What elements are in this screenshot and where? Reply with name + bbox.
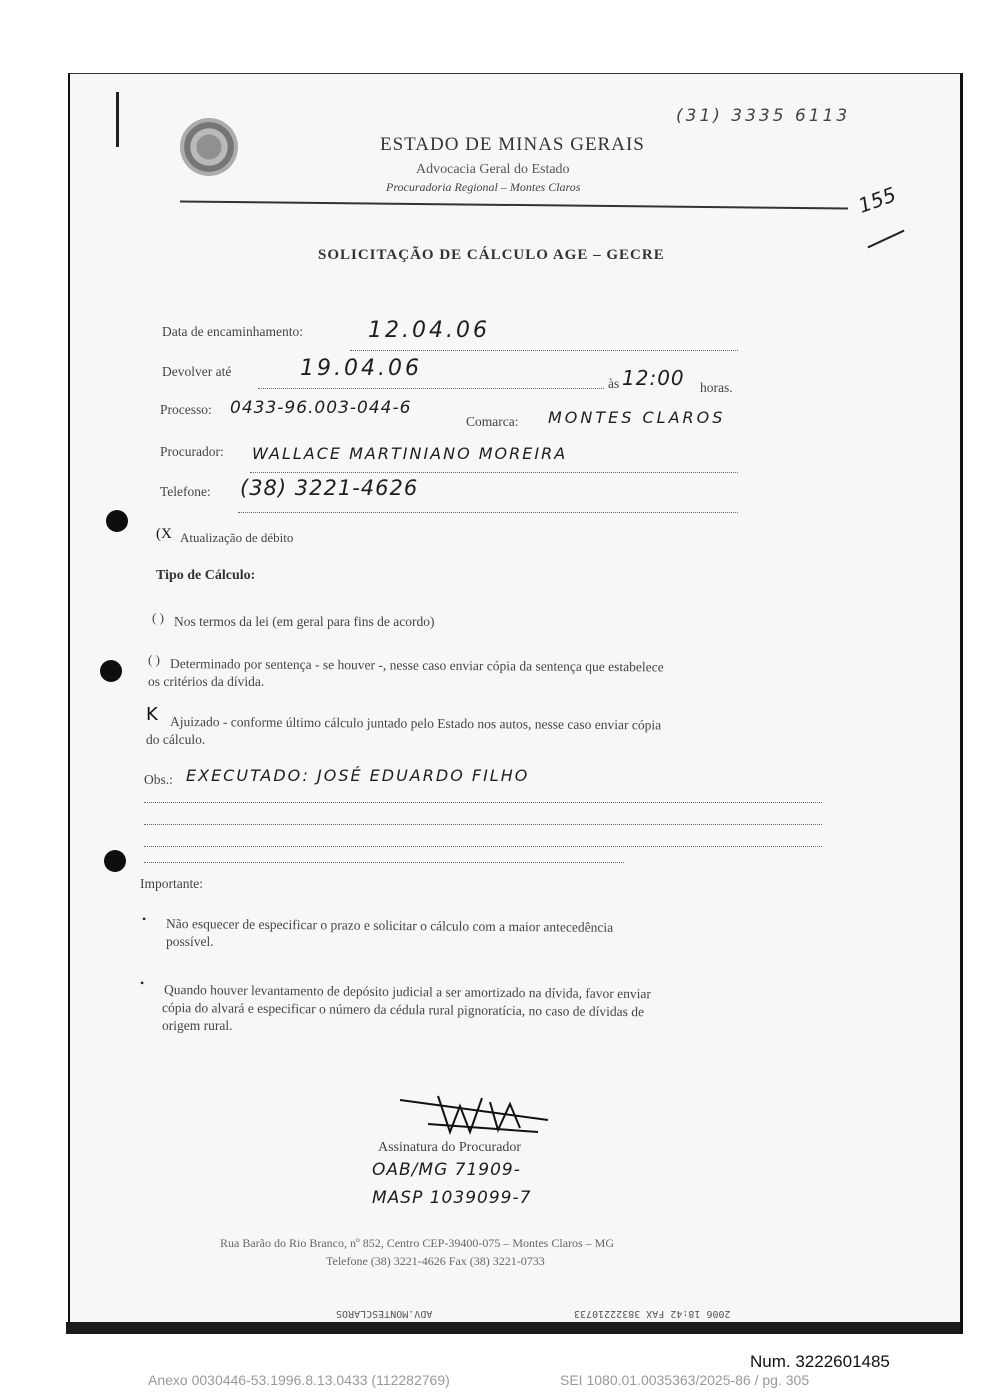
telefone-value: (38) 3221-4626 (240, 476, 419, 500)
obs-label: Obs.: (144, 772, 173, 787)
importante-heading: Importante: (140, 876, 203, 891)
item2-line2: cópia do alvará e especificar o número da cédula rural pignoratícia, no caso de dívidas de (161, 1000, 645, 1020)
item2-line3: origem rural. (162, 1018, 233, 1033)
devolver-label: Devolver até (162, 364, 232, 379)
address-line2: Telefone (38) 3221-4626 Fax (38) 3221-0733 (326, 1254, 545, 1268)
item1-line1: Não esquecer de especificar o prazo e solicitar o cálculo com a maior antecedência (165, 916, 614, 935)
punch-hole (100, 660, 122, 682)
obs-dotted-line-4 (144, 862, 624, 863)
obs-dotted-line-1 (144, 802, 822, 803)
opt3-mark: K (146, 704, 158, 725)
anexo-reference: Anexo 0030446-53.1996.8.13.0433 (112282769) (148, 1372, 450, 1388)
office-name: Procuradoria Regional – Montes Claros (386, 180, 581, 194)
address-line1: Rua Barão do Rio Branco, nº 852, Centro CEP-39400-075 – Montes Claros – MG (220, 1236, 615, 1250)
procurador-dotted-line (250, 472, 738, 473)
phone-note: (31) 3335 6113 (676, 106, 851, 126)
processo-value: 0433-96.003-044-6 (230, 398, 412, 418)
procurador-label: Procurador: (160, 444, 224, 459)
data-label: Data de encaminhamento: (162, 324, 303, 339)
opt2-text-line1: Determinado por sentença - se houver -, nesse caso enviar cópia da sentença que estabelece (169, 656, 664, 675)
document-number: Num. 3222601485 (750, 1352, 890, 1371)
obs-dotted-line-3 (144, 846, 822, 847)
masp-number: MASP 1039099-7 (372, 1188, 532, 1208)
fax-left-header: ADV.MONTESCLAROS (336, 1308, 433, 1319)
agency-name: Advocacia Geral do Estado (416, 162, 570, 177)
state-coat-of-arms (180, 118, 238, 176)
opt2-text-line2: os critérios da dívida. (148, 674, 265, 689)
signature-scribble (398, 1092, 558, 1142)
punch-hole (106, 510, 128, 532)
atualizacao-label: Atualização de débito (180, 530, 294, 545)
opt3-text-line2: do cálculo. (146, 732, 206, 747)
telefone-dotted-line (238, 512, 738, 513)
item2-line1: Quando houver levantamento de depósito judicial a ser amortizado na dívida, favor enviar (163, 982, 652, 1002)
oab-number: OAB/MG 71909- (372, 1160, 521, 1180)
opt1-text: Nos termos da lei (em geral para fins de acordo) (174, 614, 435, 629)
item1-line2: possível. (166, 934, 214, 949)
opt2-mark: ( ) (148, 652, 160, 667)
obs-dotted-line-2 (144, 824, 822, 825)
procurador-value: WALLACE MARTINIANO MOREIRA (252, 444, 568, 463)
comarca-value: MONTES CLAROS (548, 408, 726, 427)
devolver-value: 19.04.06 (300, 356, 422, 381)
sei-reference: SEI 1080.01.0035363/2025-86 / pg. 305 (560, 1372, 810, 1388)
processo-label: Processo: (160, 402, 212, 417)
punch-hole (104, 850, 126, 872)
form-title: SOLICITAÇÃO DE CÁLCULO AGE – GECRE (318, 247, 665, 263)
scan-bottom-edge (66, 1322, 960, 1334)
as-label: às (608, 376, 620, 391)
atualizacao-mark: (X (156, 526, 172, 542)
opt3-text-line1: Ajuizado - conforme último cálculo juntado pelo Estado nos autos, nesse caso enviar cópia (169, 714, 662, 733)
hora-value: 12:00 (622, 366, 685, 390)
horas-label: horas. (700, 380, 733, 395)
item2-bullet: • (140, 976, 145, 990)
fax-right-header: 2006 18:42 FAX 38322210733 (574, 1308, 731, 1319)
comarca-label: Comarca: (466, 414, 519, 429)
tipo-calculo-heading: Tipo de Cálculo: (156, 568, 256, 583)
obs-value: EXECUTADO: JOSÉ EDUARDO FILHO (186, 766, 530, 785)
margin-mark (116, 92, 119, 147)
state-name: ESTADO DE MINAS GERAIS (380, 134, 645, 155)
signature-caption: Assinatura do Procurador (378, 1140, 522, 1155)
item1-bullet: • (142, 912, 147, 926)
devolver-dotted-line (258, 388, 604, 389)
opt1-mark: ( ) (152, 610, 164, 625)
telefone-label: Telefone: (160, 484, 211, 499)
data-dotted-line (350, 350, 738, 351)
data-value: 12.04.06 (368, 318, 490, 343)
page-mark: 155 (855, 182, 900, 218)
